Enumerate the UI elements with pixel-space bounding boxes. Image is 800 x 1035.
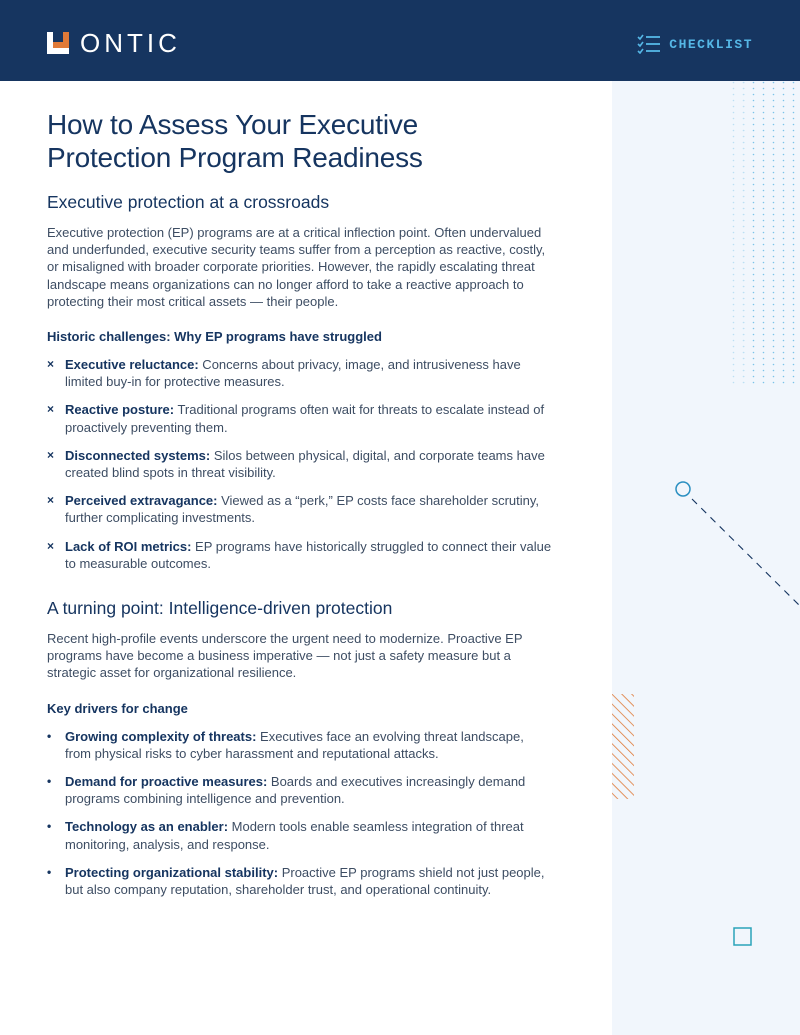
- main-content: [47, 108, 552, 909]
- hatched-block: [612, 694, 634, 799]
- x-mark-icon: ×: [47, 447, 55, 462]
- list-item-term: Reactive posture:: [65, 402, 175, 418]
- bullet-icon: •: [47, 819, 52, 834]
- bullet-icon: •: [47, 864, 52, 879]
- ring-icon: [676, 482, 690, 496]
- list-item-text: Executives face an evolving threat landscape, from physical risks to cyber harassment and reputational attacks.: [65, 728, 524, 761]
- list-item-term: Technology as an enabler:: [65, 819, 229, 835]
- checklist-icon: [637, 34, 661, 54]
- checklist-tag: [637, 34, 753, 54]
- list-item-text: EP programs have historically struggled to connect their value to measurable outcomes.: [65, 538, 552, 571]
- list-item: [47, 492, 552, 526]
- drivers-list: [47, 728, 552, 899]
- list-item-text: Modern tools enable seamless integration of threat monitoring, analysis, and response.: [65, 819, 524, 852]
- page-title: [47, 108, 552, 174]
- list-item: [47, 538, 552, 572]
- list-item-term: Protecting organizational stability:: [65, 864, 279, 880]
- dot-grid-pattern-fade: [732, 81, 744, 387]
- list-item-term: Growing complexity of threats:: [65, 728, 257, 744]
- list-item-text: Proactive EP programs shield not just people, but also company reputation, shareholder trust, and operational continuity.: [65, 864, 545, 898]
- x-mark-icon: ×: [47, 357, 55, 372]
- list-item: [47, 447, 552, 481]
- list-item: [47, 864, 552, 898]
- list-item-text: Viewed as a “perk,” EP costs face shareholder scrutiny, further complicating investments.: [65, 493, 540, 526]
- list-item-term: Executive reluctance:: [65, 357, 199, 373]
- page-title-line-2: Protection Program Readiness: [47, 142, 423, 173]
- x-mark-icon: ×: [47, 493, 55, 508]
- dashed-connector: [692, 499, 800, 606]
- list-item-text: Boards and executives increasingly demand programs combining intelligence and prevention.: [65, 774, 526, 807]
- list-item: [47, 728, 552, 762]
- checklist-label: CHECKLIST: [669, 36, 753, 52]
- section-body-turning-point: Recent high-profile events underscore the urgent need to modernize. Proactive EP programs have become a business imperative — not just a safety measure but a strategic asset for organizational resilience.: [47, 631, 523, 681]
- ontic-logo: [47, 30, 181, 56]
- list-item-text: Silos between physical, digital, and corporate teams have created blind spots in threat visibility.: [65, 447, 545, 481]
- section-heading-crossroads: Executive protection at a crossroads: [47, 192, 330, 212]
- list-item-term: Perceived extravagance:: [65, 493, 218, 509]
- list-item-term: Demand for proactive measures:: [65, 774, 268, 790]
- bullet-icon: •: [47, 774, 52, 789]
- brand-name: ONTIC: [80, 28, 181, 58]
- list-item-term: Lack of ROI metrics:: [65, 538, 192, 554]
- ontic-logo-mark-icon: [47, 32, 69, 54]
- square-outline-icon: [734, 928, 751, 945]
- subheading-historic-challenges: Historic challenges: Why EP programs have struggled: [47, 329, 382, 345]
- list-item: [47, 356, 552, 390]
- list-item-term: Disconnected systems:: [65, 447, 211, 463]
- list-item-text: Concerns about privacy, image, and intrusiveness have limited buy-in for protective measures.: [65, 357, 521, 390]
- list-item: [47, 818, 552, 852]
- challenges-list: [47, 356, 552, 572]
- bullet-icon: •: [47, 728, 52, 743]
- list-item-text: Traditional programs often wait for threats to escalate instead of proactively preventing them.: [65, 402, 545, 435]
- page-header: [0, 0, 800, 81]
- list-item: [47, 773, 552, 807]
- page-title-line-1: How to Assess Your Executive: [47, 109, 419, 140]
- x-mark-icon: ×: [47, 538, 55, 553]
- subheading-key-drivers: Key drivers for change: [47, 700, 188, 716]
- sidebar-decoration: [612, 81, 800, 1035]
- x-mark-icon: ×: [47, 402, 55, 417]
- list-item: [47, 401, 552, 435]
- section-heading-turning-point: A turning point: Intelligence-driven protection: [47, 598, 393, 619]
- section-body-crossroads: Executive protection (EP) programs are at a critical inflection point. Often undervalued and underfunded, executive security teams suffer from a perception as reactive, costly, or misaligned with broader corporate priorities. However, the rapidly escalating threat landscape means organizations can no longer afford to take a reactive approach to protecting their most critical assets — their people.: [47, 225, 546, 309]
- decorative-sidebar: [612, 81, 800, 1035]
